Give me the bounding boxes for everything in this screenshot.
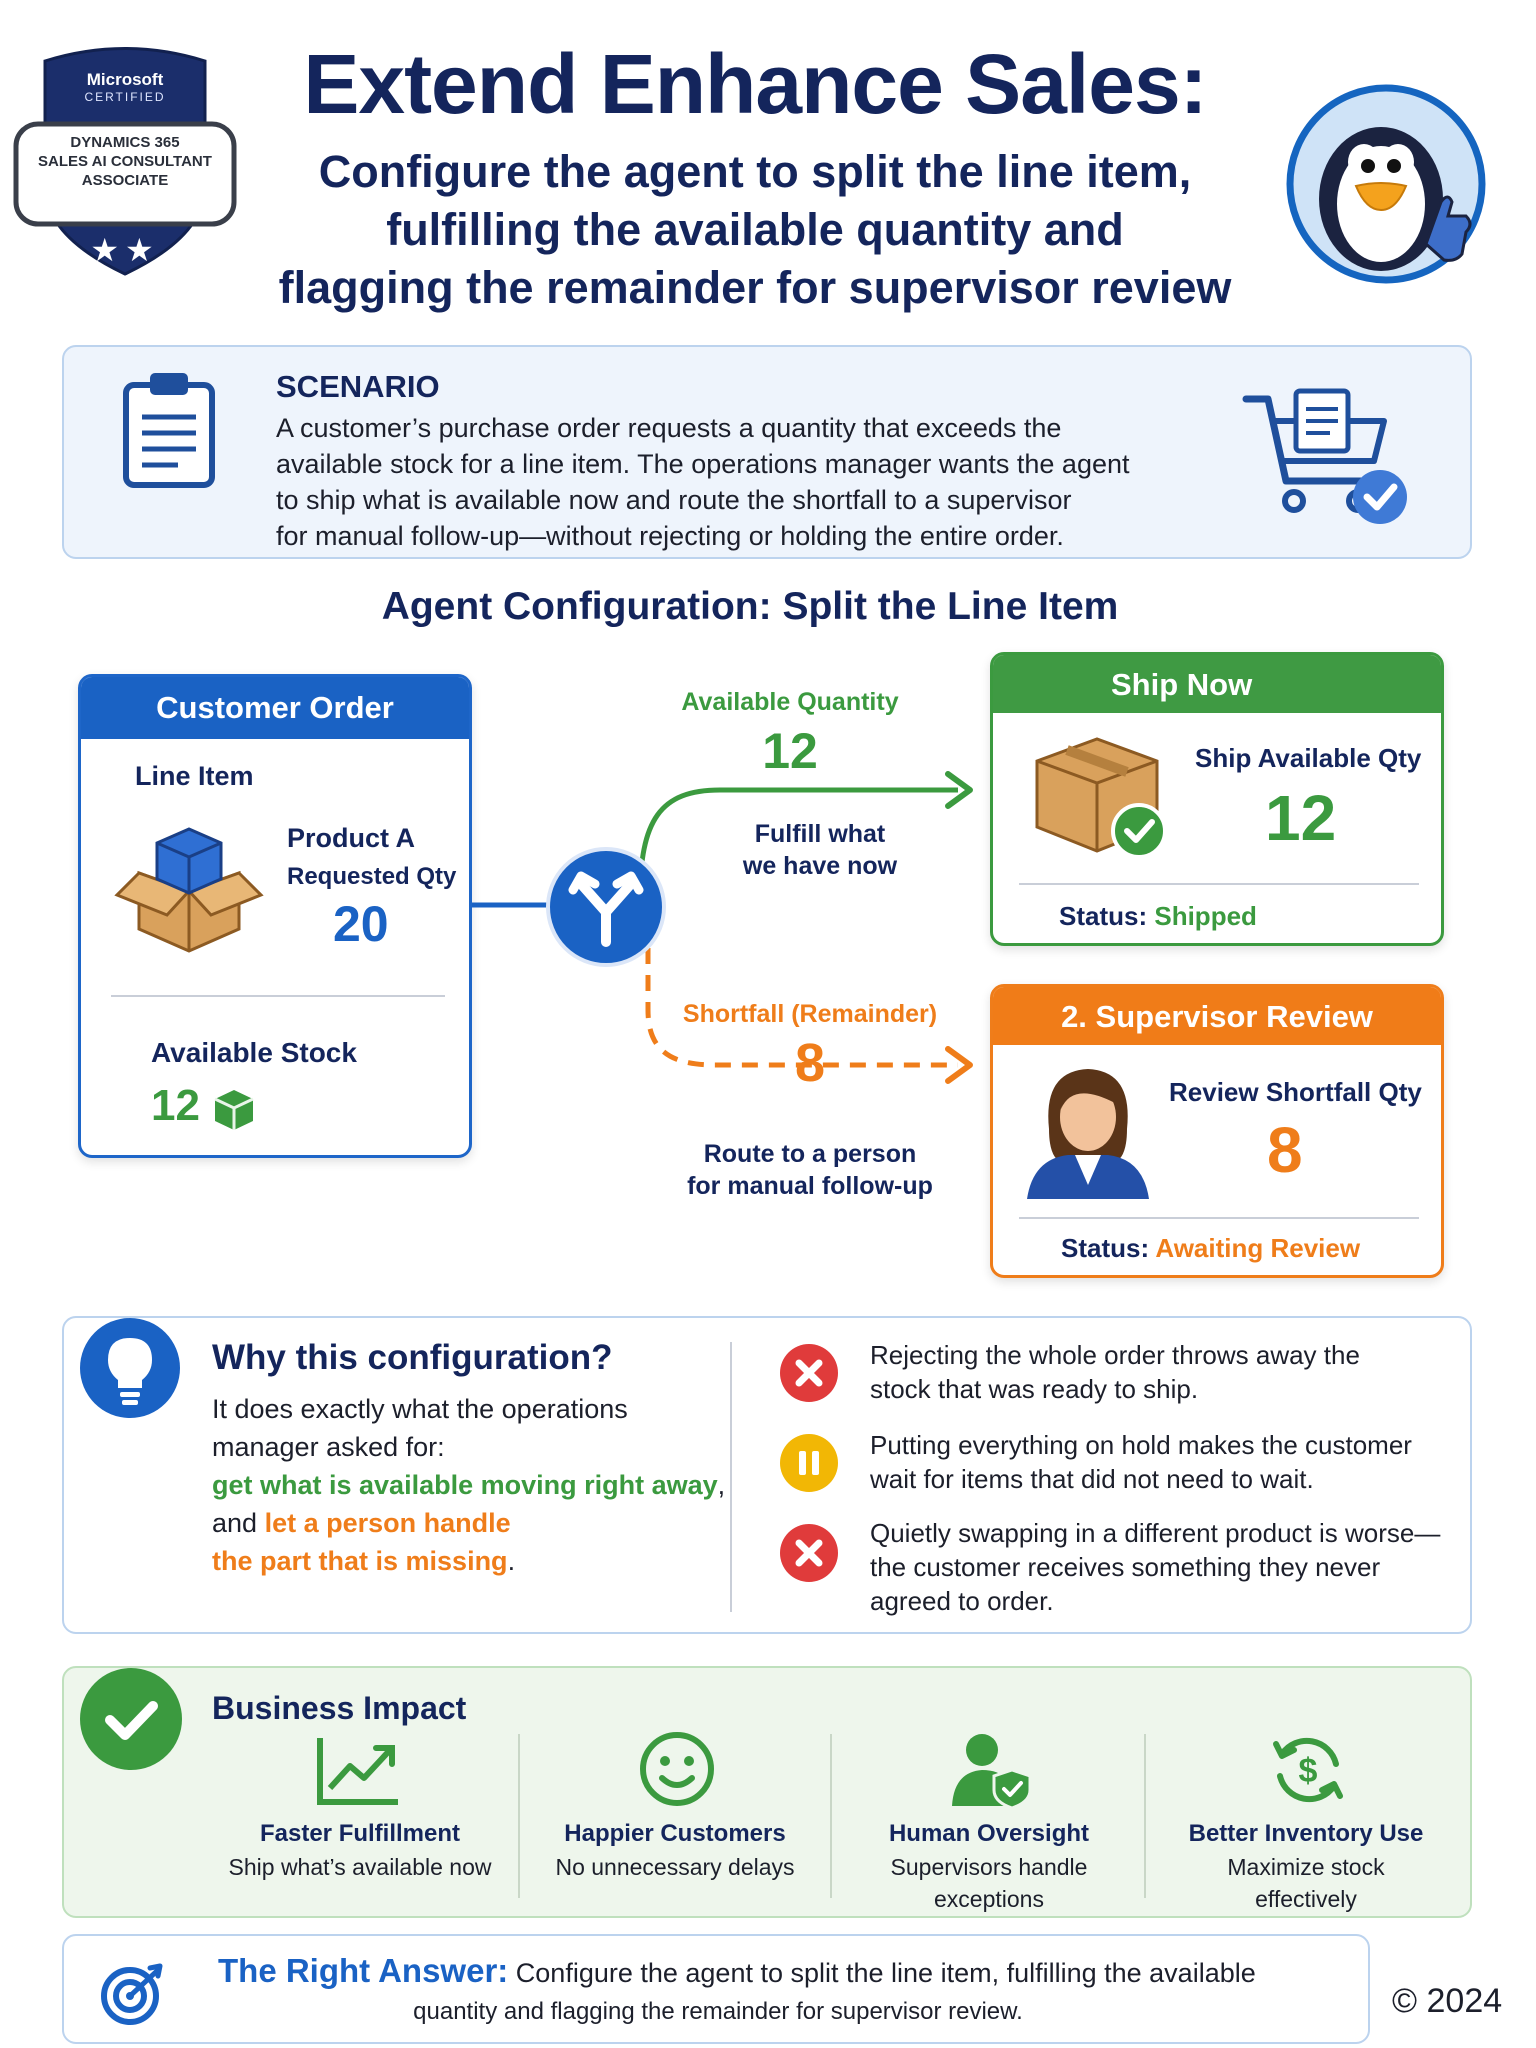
subtitle-line-1: Configure the agent to split the line item, (318, 146, 1192, 197)
why-and: and (212, 1508, 258, 1538)
badge-stars: ★★ (90, 232, 160, 268)
impact-2-line-1: No unnecessary delays (555, 1854, 795, 1880)
shopping-cart-check-icon (1240, 385, 1410, 535)
shortfall-label: Shortfall (Remainder) (682, 1000, 938, 1028)
route-caption-line-1: Route to a person (703, 1140, 917, 1168)
impact-4-line-1: Maximize stock (1227, 1854, 1385, 1880)
scenario-card (62, 345, 1472, 559)
shipping-box-check-icon (1027, 731, 1177, 861)
why-divider (730, 1342, 732, 1612)
line-item-label: Line Item (135, 761, 254, 791)
impact-1-title: Faster Fulfillment (259, 1820, 461, 1847)
why-orange-text-2: the part that is missing (212, 1546, 508, 1576)
badge-certified: CERTIFIED (84, 90, 166, 104)
impact-3-line-1: Supervisors handle (890, 1854, 1088, 1880)
business-impact-heading: Business Impact (212, 1690, 467, 1726)
requested-qty-label: Requested Qty (287, 863, 457, 890)
supervisor-review-title: 2. Supervisor Review (1061, 999, 1373, 1034)
why-card (62, 1316, 1472, 1634)
dollar-cycle-icon (1268, 1730, 1348, 1810)
impact-3-line-2: exceptions (934, 1886, 1044, 1912)
review-status (1061, 1233, 1360, 1264)
right-answer-text-2: quantity and flagging the remainder for supervisor review. (413, 1998, 1023, 2025)
right-answer-text-1: Configure the agent to split the line item, fulfilling the available (515, 1958, 1256, 1988)
ship-divider (1019, 883, 1419, 885)
why-period: . (507, 1546, 516, 1576)
reason-1-line-2: stock that was ready to ship. (870, 1374, 1199, 1404)
review-status-value: Awaiting Review (1155, 1233, 1361, 1263)
why-line-4 (212, 1508, 511, 1539)
certification-badge (10, 36, 240, 276)
impact-2-title: Happier Customers (564, 1820, 786, 1847)
badge-brand: Microsoft (86, 70, 164, 89)
review-shortfall-value: 8 (1267, 1114, 1303, 1186)
lightbulb-icon (80, 1318, 180, 1418)
impact-1-line-1: Ship what’s available now (228, 1854, 492, 1880)
badge-line3: ASSOCIATE (81, 172, 169, 189)
why-orange-text-1: let a person handle (264, 1508, 511, 1538)
shortfall-value: 8 (794, 1033, 826, 1093)
copyright: © 2024 (1392, 1982, 1503, 2020)
badge-line2: SALES AI CONSULTANT (38, 153, 212, 170)
reason-pause-icon (780, 1434, 838, 1492)
scenario-line-1: A customer’s purchase order requests a quantity that exceeds the (276, 413, 1062, 443)
ship-now-card (990, 652, 1444, 946)
reason-3-line-2: the customer receives something they never (870, 1552, 1381, 1582)
ship-available-value: 12 (1265, 782, 1337, 854)
supervisor-person-icon (1023, 1059, 1153, 1199)
available-quantity-label: Available Quantity (681, 688, 899, 716)
green-cube-icon (211, 1087, 257, 1133)
why-line-2: manager asked for: (212, 1432, 445, 1462)
review-shortfall-label: Review Shortfall Qty (1169, 1077, 1422, 1107)
order-divider (111, 995, 445, 997)
why-green-text: get what is available moving right away (212, 1470, 718, 1500)
badge-line1: DYNAMICS 365 (70, 134, 180, 151)
scenario-line-4: for manual follow-up—without rejecting or holding the entire order. (276, 521, 1064, 551)
reason-1-line-1: Rejecting the whole order throws away the (870, 1340, 1360, 1370)
reason-2-line-2: wait for items that did not need to wait. (870, 1464, 1314, 1494)
smiley-face-icon (638, 1730, 716, 1808)
available-stock-value: 12 (151, 1081, 200, 1130)
impact-3-title: Human Oversight (888, 1820, 1090, 1847)
reason-3-line-3: agreed to order. (870, 1586, 1054, 1616)
ship-now-title: Ship Now (1111, 667, 1253, 702)
impact-4-line-2: effectively (1255, 1886, 1357, 1912)
svg-text:$: $ (1298, 1752, 1318, 1790)
page-title: Extend Enhance Sales: (303, 37, 1207, 131)
scenario-heading: SCENARIO (276, 369, 440, 404)
review-divider (1019, 1217, 1419, 1219)
subtitle-line-2: fulfilling the available quantity and (386, 204, 1124, 255)
product-name: Product A (287, 823, 415, 853)
reason-x-icon-1 (780, 1344, 838, 1402)
ship-status-value: Shipped (1154, 901, 1257, 931)
target-icon (100, 1962, 166, 2028)
why-line-1: It does exactly what the operations (212, 1394, 628, 1424)
scenario-line-3: to ship what is available now and route the shortfall to a supervisor (276, 485, 1072, 515)
why-line-3 (212, 1470, 725, 1501)
route-caption-line-2: for manual follow-up (687, 1172, 933, 1200)
customer-order-title: Customer Order (156, 690, 394, 725)
fulfill-caption-line-2: we have now (742, 852, 898, 880)
requested-qty-value: 20 (333, 896, 389, 952)
person-shield-icon (950, 1730, 1034, 1808)
available-stock-label: Available Stock (151, 1037, 357, 1068)
open-box-icon (109, 817, 269, 957)
supervisor-review-card (990, 984, 1444, 1278)
penguin-mascot-icon (1276, 84, 1508, 284)
why-comma: , (717, 1470, 726, 1500)
reason-3-line-1: Quietly swapping in a different product is worse— (870, 1518, 1441, 1548)
right-answer-line-1 (218, 1952, 1256, 1990)
right-answer-label: The Right Answer: (218, 1952, 509, 1989)
reason-x-icon-2 (780, 1524, 838, 1582)
clipboard-icon (120, 365, 220, 491)
growth-chart-icon (316, 1734, 400, 1806)
customer-order-card (78, 674, 472, 1158)
reason-2-line-1: Putting everything on hold makes the customer (870, 1430, 1412, 1460)
scenario-line-2: available stock for a line item. The operations manager wants the agent (276, 449, 1130, 479)
why-line-5 (212, 1546, 515, 1577)
review-status-label: Status: (1061, 1233, 1150, 1263)
right-answer-card (62, 1934, 1370, 2044)
ship-available-label: Ship Available Qty (1195, 743, 1422, 773)
business-impact-card (62, 1666, 1472, 1918)
why-heading: Why this configuration? (212, 1338, 613, 1377)
config-heading: Agent Configuration: Split the Line Item (381, 585, 1119, 628)
check-circle-icon (80, 1668, 182, 1770)
subtitle-line-3: flagging the remainder for supervisor review (278, 262, 1232, 313)
fulfill-caption-line-1: Fulfill what (754, 820, 886, 848)
ship-status-label: Status: (1059, 901, 1148, 931)
ship-status (1059, 901, 1257, 932)
split-icon (545, 846, 667, 968)
available-quantity-value: 12 (762, 723, 818, 779)
impact-4-title: Better Inventory Use (1188, 1820, 1424, 1847)
